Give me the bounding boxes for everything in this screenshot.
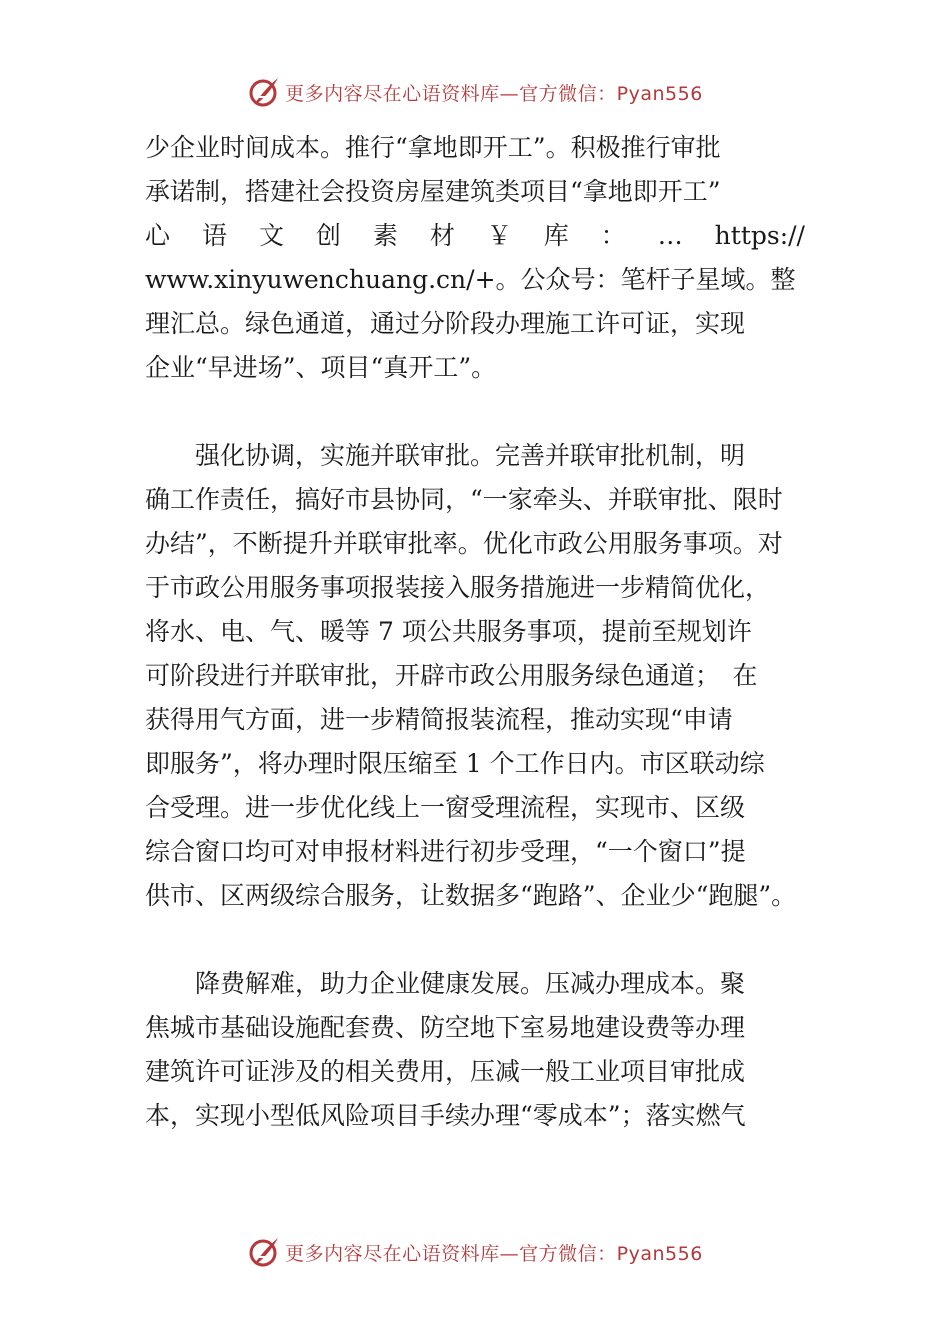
text-line: 合受理。进一步优化线上一窗受理流程，实现市、区级 bbox=[145, 793, 746, 822]
text-line: 降费解难，助力企业健康发展。压减办理成本。聚 bbox=[145, 969, 746, 998]
text-line: 于市政公用服务事项报装接入服务措施进一步精简优化， bbox=[145, 573, 771, 602]
spaced-char: https:// bbox=[714, 221, 805, 250]
text-line: www.xinyuwenchuang.cn/+。公众号：笔杆子星域。整 bbox=[145, 265, 796, 294]
text-line: 将水、电、气、暖等 7 项公共服务事项，提前至规划许 bbox=[145, 617, 752, 646]
paragraph-2 bbox=[145, 434, 810, 918]
text-line: 强化协调，实施并联审批。完善并联审批机制，明 bbox=[145, 441, 746, 470]
text-line: 综合窗口均可对申报材料进行初步受理，“一个窗口”提 bbox=[145, 837, 746, 866]
spaced-char: … bbox=[657, 221, 683, 250]
footer-banner-label: 更多内容尽在心语资料库—官方微信： bbox=[285, 1242, 617, 1265]
text-line: 即服务”，将办理时限压缩至 1 个工作日内。市区联动综 bbox=[145, 749, 765, 778]
footer-banner bbox=[0, 1234, 950, 1270]
spaced-char: 语 bbox=[201, 221, 227, 250]
text-line: 少企业时间成本。推行“拿地即开工”。积极推行审批 bbox=[145, 133, 721, 162]
text-line: 供市、区两级综合服务，让数据多“跑路”、企业少“跑腿”。 bbox=[145, 881, 797, 910]
header-banner-label: 更多内容尽在心语资料库—官方微信： bbox=[285, 82, 617, 105]
spaced-char: ￥ bbox=[486, 221, 512, 250]
text-line: 焦城市基础设施配套费、防空地下室易地建设费等办理 bbox=[145, 1013, 746, 1042]
paragraph-3 bbox=[145, 962, 810, 1138]
header-banner-text bbox=[285, 79, 703, 106]
paragraph-1 bbox=[145, 126, 810, 390]
text-line: 承诺制，搭建社会投资房屋建筑类项目“拿地即开工” bbox=[145, 177, 721, 206]
quill-logo-icon bbox=[247, 75, 281, 109]
spaced-char: 心 bbox=[145, 221, 171, 250]
footer-banner-wechat-id: Pyan556 bbox=[616, 1242, 703, 1265]
text-line: 本，实现小型低风险项目手续办理“零成本”；落实燃气 bbox=[145, 1101, 746, 1130]
footer-banner-text bbox=[285, 1239, 703, 1266]
text-line: 可阶段进行并联审批，开辟市政公用服务绿色通道； 在 bbox=[145, 661, 758, 690]
spaced-text-line bbox=[145, 214, 805, 258]
spaced-char: 库 bbox=[543, 221, 569, 250]
text-line: 办结”，不断提升并联审批率。优化市政公用服务事项。对 bbox=[145, 529, 783, 558]
spaced-char: ： bbox=[600, 221, 626, 250]
header-banner-wechat-id: Pyan556 bbox=[616, 82, 703, 105]
text-line: 企业“早进场”、项目“真开工”。 bbox=[145, 353, 497, 382]
document-body bbox=[145, 126, 810, 1182]
text-line: 确工作责任，搞好市县协同，“一家牵头、并联审批、限时 bbox=[145, 485, 783, 514]
text-line: 建筑许可证涉及的相关费用，压减一般工业项目审批成 bbox=[145, 1057, 746, 1086]
quill-logo-icon bbox=[247, 1235, 281, 1269]
spaced-char: 创 bbox=[315, 221, 341, 250]
text-line: 理汇总。绿色通道，通过分阶段办理施工许可证，实现 bbox=[145, 309, 746, 338]
header-banner bbox=[0, 74, 950, 110]
spaced-char: 素 bbox=[372, 221, 398, 250]
spaced-char: 文 bbox=[258, 221, 284, 250]
text-line: 获得用气方面，进一步精简报装流程，推动实现“申请 bbox=[145, 705, 733, 734]
spaced-char: 材 bbox=[429, 221, 455, 250]
